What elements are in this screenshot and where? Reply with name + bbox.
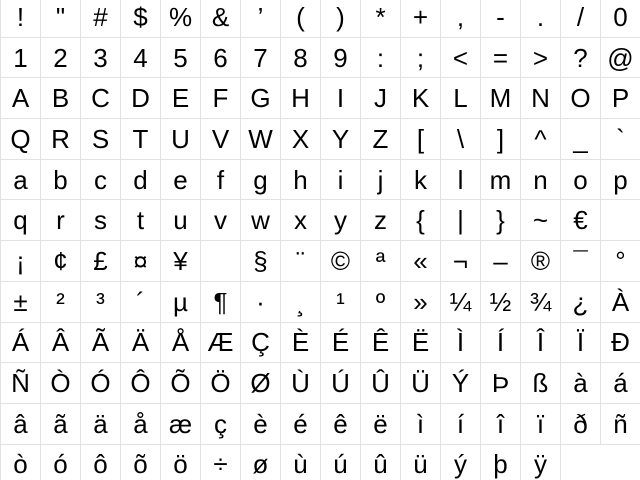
- glyph-cell[interactable]: Ç: [241, 323, 281, 364]
- missing-cell: [601, 445, 640, 480]
- glyph-cell[interactable]: Ä: [121, 323, 161, 364]
- glyph-cell[interactable]: k: [401, 160, 441, 201]
- glyph-cell[interactable]: É: [321, 323, 361, 364]
- glyph-cell[interactable]: 1: [1, 38, 41, 79]
- glyph-cell[interactable]: Õ: [161, 363, 201, 404]
- glyph-cell[interactable]: °: [601, 241, 640, 282]
- glyph-cell[interactable]: ½: [481, 282, 521, 323]
- glyph-cell[interactable]: u: [161, 200, 201, 241]
- glyph-cell[interactable]: ë: [361, 404, 401, 445]
- glyph-cell[interactable]: K: [401, 78, 441, 119]
- glyph-cell[interactable]: `: [601, 119, 640, 160]
- glyph-cell[interactable]: d: [121, 160, 161, 201]
- glyph-cell[interactable]: z: [361, 200, 401, 241]
- glyph-cell[interactable]: E: [161, 78, 201, 119]
- glyph-cell[interactable]: Ø: [241, 363, 281, 404]
- glyph-cell[interactable]: À: [601, 282, 640, 323]
- glyph-cell[interactable]: t: [121, 200, 161, 241]
- empty-glyph-cell[interactable]: [201, 241, 241, 282]
- glyph-cell[interactable]: I: [321, 78, 361, 119]
- glyph-cell[interactable]: i: [321, 160, 361, 201]
- glyph-cell[interactable]: q: [1, 200, 41, 241]
- glyph-cell[interactable]: $: [121, 0, 161, 38]
- glyph-cell[interactable]: ó: [41, 445, 81, 480]
- glyph-cell[interactable]: Ù: [281, 363, 321, 404]
- glyph-cell[interactable]: Ý: [441, 363, 481, 404]
- glyph-cell[interactable]: S: [81, 119, 121, 160]
- glyph-cell[interactable]: V: [201, 119, 241, 160]
- glyph-cell[interactable]: ¿: [561, 282, 601, 323]
- glyph-cell[interactable]: Ë: [401, 323, 441, 364]
- glyph-cell[interactable]: ±: [1, 282, 41, 323]
- glyph-cell[interactable]: â: [1, 404, 41, 445]
- glyph-cell[interactable]: 0: [601, 0, 640, 38]
- glyph-cell[interactable]: ú: [321, 445, 361, 480]
- missing-cell: [561, 445, 601, 480]
- glyph-cell[interactable]: ÷: [201, 445, 241, 480]
- glyph-cell[interactable]: ÿ: [521, 445, 561, 480]
- glyph-cell[interactable]: Ì: [441, 323, 481, 364]
- glyph-cell[interactable]: 9: [321, 38, 361, 79]
- glyph-cell[interactable]: g: [241, 160, 281, 201]
- glyph-cell[interactable]: <: [441, 38, 481, 79]
- glyph-cell[interactable]: è: [241, 404, 281, 445]
- glyph-cell[interactable]: ì: [401, 404, 441, 445]
- glyph-cell[interactable]: Ï: [561, 323, 601, 364]
- glyph-cell[interactable]: ê: [321, 404, 361, 445]
- glyph-cell[interactable]: |: [441, 200, 481, 241]
- glyph-cell[interactable]: ¸: [281, 282, 321, 323]
- glyph-cell[interactable]: =: [481, 38, 521, 79]
- glyph-cell[interactable]: p: [601, 160, 640, 201]
- glyph-cell[interactable]: Y: [321, 119, 361, 160]
- glyph-cell[interactable]: ä: [81, 404, 121, 445]
- glyph-cell[interactable]: +: [401, 0, 441, 38]
- glyph-cell[interactable]: º: [361, 282, 401, 323]
- glyph-cell[interactable]: h: [281, 160, 321, 201]
- glyph-cell[interactable]: c: [81, 160, 121, 201]
- glyph-cell[interactable]: ð: [561, 404, 601, 445]
- glyph-cell[interactable]: Ü: [401, 363, 441, 404]
- glyph-cell[interactable]: ¥: [161, 241, 201, 282]
- glyph-cell[interactable]: Ó: [81, 363, 121, 404]
- glyph-cell[interactable]: 2: [41, 38, 81, 79]
- glyph-cell[interactable]: Â: [41, 323, 81, 364]
- glyph-cell[interactable]: -: [481, 0, 521, 38]
- glyph-cell[interactable]: (: [281, 0, 321, 38]
- glyph-cell[interactable]: B: [41, 78, 81, 119]
- glyph-cell[interactable]: J: [361, 78, 401, 119]
- glyph-cell[interactable]: b: [41, 160, 81, 201]
- glyph-cell[interactable]: ?: [561, 38, 601, 79]
- glyph-cell[interactable]: Þ: [481, 363, 521, 404]
- glyph-cell[interactable]: /: [561, 0, 601, 38]
- glyph-cell[interactable]: ;: [401, 38, 441, 79]
- glyph-cell[interactable]: ö: [161, 445, 201, 480]
- glyph-cell[interactable]: 4: [121, 38, 161, 79]
- glyph-cell[interactable]: R: [41, 119, 81, 160]
- glyph-cell[interactable]: X: [281, 119, 321, 160]
- glyph-cell[interactable]: é: [281, 404, 321, 445]
- glyph-cell[interactable]: ,: [441, 0, 481, 38]
- glyph-cell[interactable]: 6: [201, 38, 241, 79]
- glyph-cell[interactable]: þ: [481, 445, 521, 480]
- glyph-cell[interactable]: ã: [41, 404, 81, 445]
- glyph-cell[interactable]: Í: [481, 323, 521, 364]
- glyph-cell[interactable]: G: [241, 78, 281, 119]
- glyph-cell[interactable]: Ð: [601, 323, 640, 364]
- glyph-cell[interactable]: ¬: [441, 241, 481, 282]
- glyph-cell[interactable]: ³: [81, 282, 121, 323]
- glyph-cell[interactable]: O: [561, 78, 601, 119]
- glyph-cell[interactable]: N: [521, 78, 561, 119]
- glyph-cell[interactable]: 5: [161, 38, 201, 79]
- empty-glyph-cell[interactable]: [601, 200, 640, 241]
- glyph-cell[interactable]: ¤: [121, 241, 161, 282]
- glyph-cell[interactable]: ¶: [201, 282, 241, 323]
- glyph-cell[interactable]: Æ: [201, 323, 241, 364]
- glyph-cell[interactable]: §: [241, 241, 281, 282]
- glyph-cell[interactable]: ç: [201, 404, 241, 445]
- glyph-cell[interactable]: ": [41, 0, 81, 38]
- glyph-cell[interactable]: T: [121, 119, 161, 160]
- glyph-cell[interactable]: €: [561, 200, 601, 241]
- glyph-cell[interactable]: È: [281, 323, 321, 364]
- glyph-cell[interactable]: ·: [241, 282, 281, 323]
- glyph-cell[interactable]: ®: [521, 241, 561, 282]
- glyph-cell[interactable]: 8: [281, 38, 321, 79]
- glyph-cell[interactable]: û: [361, 445, 401, 480]
- glyph-cell[interactable]: å: [121, 404, 161, 445]
- glyph-cell[interactable]: í: [441, 404, 481, 445]
- glyph-cell[interactable]: ò: [1, 445, 41, 480]
- glyph-cell[interactable]: .: [521, 0, 561, 38]
- glyph-cell[interactable]: ¹: [321, 282, 361, 323]
- glyph-cell[interactable]: ù: [281, 445, 321, 480]
- glyph-cell[interactable]: «: [401, 241, 441, 282]
- glyph-cell[interactable]: j: [361, 160, 401, 201]
- glyph-cell[interactable]: µ: [161, 282, 201, 323]
- glyph-cell[interactable]: D: [121, 78, 161, 119]
- glyph-cell[interactable]: ñ: [601, 404, 640, 445]
- glyph-cell[interactable]: ~: [521, 200, 561, 241]
- glyph-cell[interactable]: s: [81, 200, 121, 241]
- glyph-cell[interactable]: ø: [241, 445, 281, 480]
- glyph-cell[interactable]: ´: [121, 282, 161, 323]
- glyph-cell[interactable]: %: [161, 0, 201, 38]
- glyph-cell[interactable]: æ: [161, 404, 201, 445]
- glyph-cell[interactable]: Ú: [321, 363, 361, 404]
- glyph-cell[interactable]: ): [321, 0, 361, 38]
- glyph-cell[interactable]: ô: [81, 445, 121, 480]
- glyph-cell[interactable]: ü: [401, 445, 441, 480]
- glyph-cell[interactable]: A: [1, 78, 41, 119]
- glyph-cell[interactable]: }: [481, 200, 521, 241]
- glyph-cell[interactable]: F: [201, 78, 241, 119]
- glyph-cell[interactable]: a: [1, 160, 41, 201]
- glyph-cell[interactable]: ¼: [441, 282, 481, 323]
- glyph-cell[interactable]: L: [441, 78, 481, 119]
- glyph-cell[interactable]: á: [601, 363, 640, 404]
- glyph-cell[interactable]: P: [601, 78, 640, 119]
- glyph-cell[interactable]: Ê: [361, 323, 401, 364]
- glyph-cell[interactable]: £: [81, 241, 121, 282]
- glyph-cell[interactable]: ©: [321, 241, 361, 282]
- glyph-cell[interactable]: !: [1, 0, 41, 38]
- glyph-cell[interactable]: &: [201, 0, 241, 38]
- glyph-cell[interactable]: 7: [241, 38, 281, 79]
- glyph-cell[interactable]: v: [201, 200, 241, 241]
- glyph-cell[interactable]: ý: [441, 445, 481, 480]
- glyph-cell[interactable]: ]: [481, 119, 521, 160]
- glyph-cell[interactable]: Ö: [201, 363, 241, 404]
- glyph-cell[interactable]: ²: [41, 282, 81, 323]
- glyph-cell[interactable]: Á: [1, 323, 41, 364]
- glyph-cell[interactable]: ^: [521, 119, 561, 160]
- glyph-cell[interactable]: Ã: [81, 323, 121, 364]
- glyph-cell[interactable]: ¨: [281, 241, 321, 282]
- glyph-cell[interactable]: \: [441, 119, 481, 160]
- glyph-cell[interactable]: ’: [241, 0, 281, 38]
- glyph-cell[interactable]: ¢: [41, 241, 81, 282]
- glyph-cell[interactable]: Q: [1, 119, 41, 160]
- glyph-cell[interactable]: H: [281, 78, 321, 119]
- glyph-cell[interactable]: ¡: [1, 241, 41, 282]
- glyph-cell[interactable]: *: [361, 0, 401, 38]
- glyph-cell[interactable]: f: [201, 160, 241, 201]
- glyph-cell[interactable]: î: [481, 404, 521, 445]
- glyph-cell[interactable]: à: [561, 363, 601, 404]
- glyph-cell[interactable]: :: [361, 38, 401, 79]
- glyph-cell[interactable]: 3: [81, 38, 121, 79]
- glyph-cell[interactable]: m: [481, 160, 521, 201]
- glyph-cell[interactable]: w: [241, 200, 281, 241]
- glyph-cell[interactable]: {: [401, 200, 441, 241]
- glyph-cell[interactable]: »: [401, 282, 441, 323]
- glyph-cell[interactable]: x: [281, 200, 321, 241]
- glyph-cell[interactable]: Î: [521, 323, 561, 364]
- glyph-cell[interactable]: _: [561, 119, 601, 160]
- glyph-cell[interactable]: Å: [161, 323, 201, 364]
- glyph-cell[interactable]: ß: [521, 363, 561, 404]
- glyph-cell[interactable]: Û: [361, 363, 401, 404]
- glyph-cell[interactable]: l: [441, 160, 481, 201]
- glyph-cell[interactable]: Ò: [41, 363, 81, 404]
- glyph-cell[interactable]: ª: [361, 241, 401, 282]
- glyph-cell[interactable]: ¯: [561, 241, 601, 282]
- glyph-cell[interactable]: #: [81, 0, 121, 38]
- glyph-cell[interactable]: n: [521, 160, 561, 201]
- glyph-cell[interactable]: ï: [521, 404, 561, 445]
- glyph-cell[interactable]: o: [561, 160, 601, 201]
- glyph-cell[interactable]: –: [481, 241, 521, 282]
- glyph-cell[interactable]: U: [161, 119, 201, 160]
- glyph-cell[interactable]: W: [241, 119, 281, 160]
- glyph-cell[interactable]: r: [41, 200, 81, 241]
- glyph-cell[interactable]: Ñ: [1, 363, 41, 404]
- glyph-cell[interactable]: ¾: [521, 282, 561, 323]
- glyph-cell[interactable]: õ: [121, 445, 161, 480]
- glyph-cell[interactable]: e: [161, 160, 201, 201]
- glyph-cell[interactable]: y: [321, 200, 361, 241]
- glyph-cell[interactable]: Z: [361, 119, 401, 160]
- glyph-cell[interactable]: C: [81, 78, 121, 119]
- glyph-cell[interactable]: M: [481, 78, 521, 119]
- glyph-cell[interactable]: >: [521, 38, 561, 79]
- glyph-cell[interactable]: [: [401, 119, 441, 160]
- glyph-cell[interactable]: @: [601, 38, 640, 79]
- glyph-cell[interactable]: Ô: [121, 363, 161, 404]
